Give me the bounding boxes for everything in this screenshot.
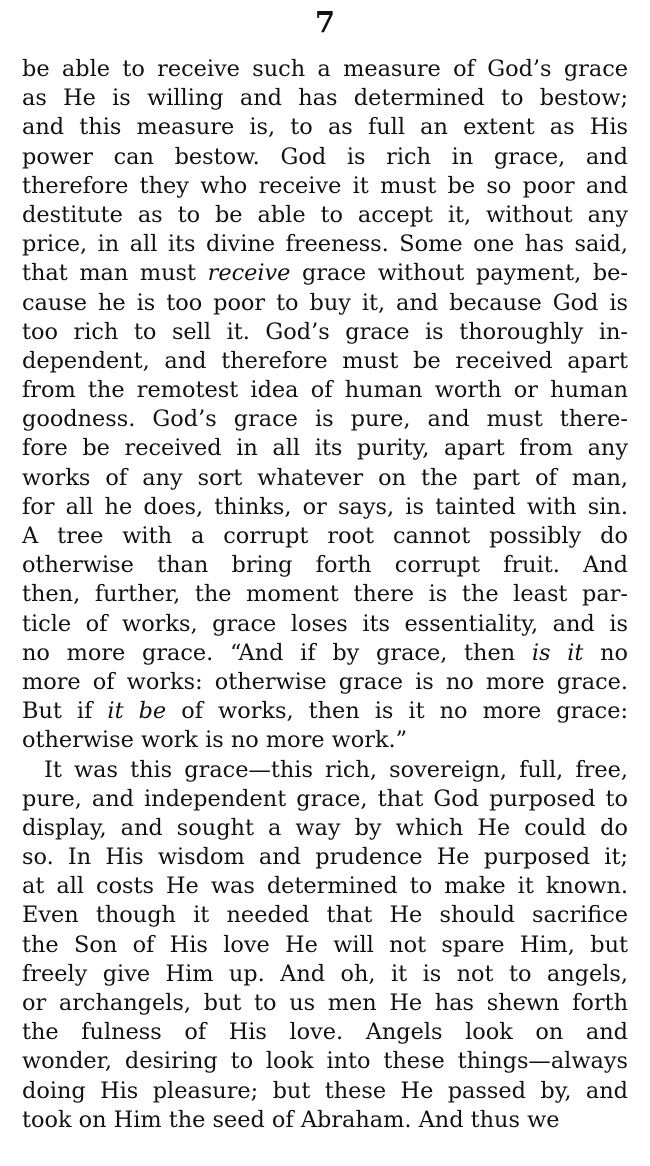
text-line: and this measure is, to as full an extent as His xyxy=(22,114,628,141)
text-line: be able to receive such a measure of God’s grace xyxy=(22,56,628,82)
text-line: then, further, the moment there is the least par- xyxy=(22,581,628,608)
text-line: therefore they who receive it must be so poor and xyxy=(22,172,628,199)
text-line: power can bestow. God is rich in grace, and xyxy=(22,143,628,170)
text-line: pure, and independent grace, that God purposed to xyxy=(22,785,628,812)
italic-emphasis: receive xyxy=(207,260,291,287)
italic-emphasis: it be xyxy=(107,698,167,725)
text-line: It was this grace—this rich, sovereign, full, free, xyxy=(44,756,628,783)
text-line: so. In His wisdom and prudence He purposed it; xyxy=(22,844,628,871)
text-line: doing His pleasure; but these He passed by, and xyxy=(22,1077,628,1104)
text-line: destitute as to be able to accept it, without any xyxy=(22,201,628,228)
text-line: the Son of His love He will not spare Him, but xyxy=(22,931,628,958)
text-line: for all he does, thinks, or says, is tainted with sin. xyxy=(22,493,628,520)
text-line: that man must receive grace without payment, be- xyxy=(22,260,628,287)
text-line: freely give Him up. And oh, it is not to angels, xyxy=(22,960,628,987)
text-line: as He is willing and has determined to bestow; xyxy=(22,85,628,112)
italic-emphasis: is it xyxy=(531,639,584,666)
text-line: otherwise than bring forth corrupt fruit. And xyxy=(22,552,628,579)
text-line: works of any sort whatever on the part of man, xyxy=(22,464,628,491)
text-line: at all costs He was determined to make it known. xyxy=(22,873,628,900)
text-line: too rich to sell it. God’s grace is thoroughly in- xyxy=(22,318,628,345)
text-line: fore be received in all its purity, apart from any xyxy=(22,435,628,462)
text-line: A tree with a corrupt root cannot possibly do xyxy=(22,523,628,549)
text-line: otherwise work is no more work.” xyxy=(22,727,408,754)
text-line: But if it be of works, then is it no more grace: xyxy=(22,698,628,725)
text-line: Even though it needed that He should sacrifice xyxy=(22,902,628,929)
text-line: price, in all its divine freeness. Some one has said, xyxy=(22,231,628,258)
text-line: goodness. God’s grace is pure, and must there- xyxy=(22,406,628,433)
text-line: no more grace. “And if by grace, then is it no xyxy=(22,639,628,666)
text-line: took on Him the seed of Abraham. And thus we xyxy=(22,1106,560,1133)
text-line: dependent, and therefore must be received apart xyxy=(22,347,628,374)
text-line: the fulness of His love. Angels look on and xyxy=(22,1019,628,1046)
page-number: 7 xyxy=(314,5,336,39)
text-line: cause he is too poor to buy it, and because God is xyxy=(22,289,628,316)
body-text xyxy=(22,55,628,1135)
text-line: display, and sought a way by which He could do xyxy=(22,814,628,841)
text-line: ticle of works, grace loses its essentiality, and is xyxy=(22,610,628,637)
text-line: or archangels, but to us men He has shewn forth xyxy=(22,990,628,1016)
text-line: from the remotest idea of human worth or human xyxy=(22,377,628,404)
text-line: wonder, desiring to look into these things—always xyxy=(22,1048,628,1075)
text-line: more of works: otherwise grace is no more grace. xyxy=(22,668,628,695)
